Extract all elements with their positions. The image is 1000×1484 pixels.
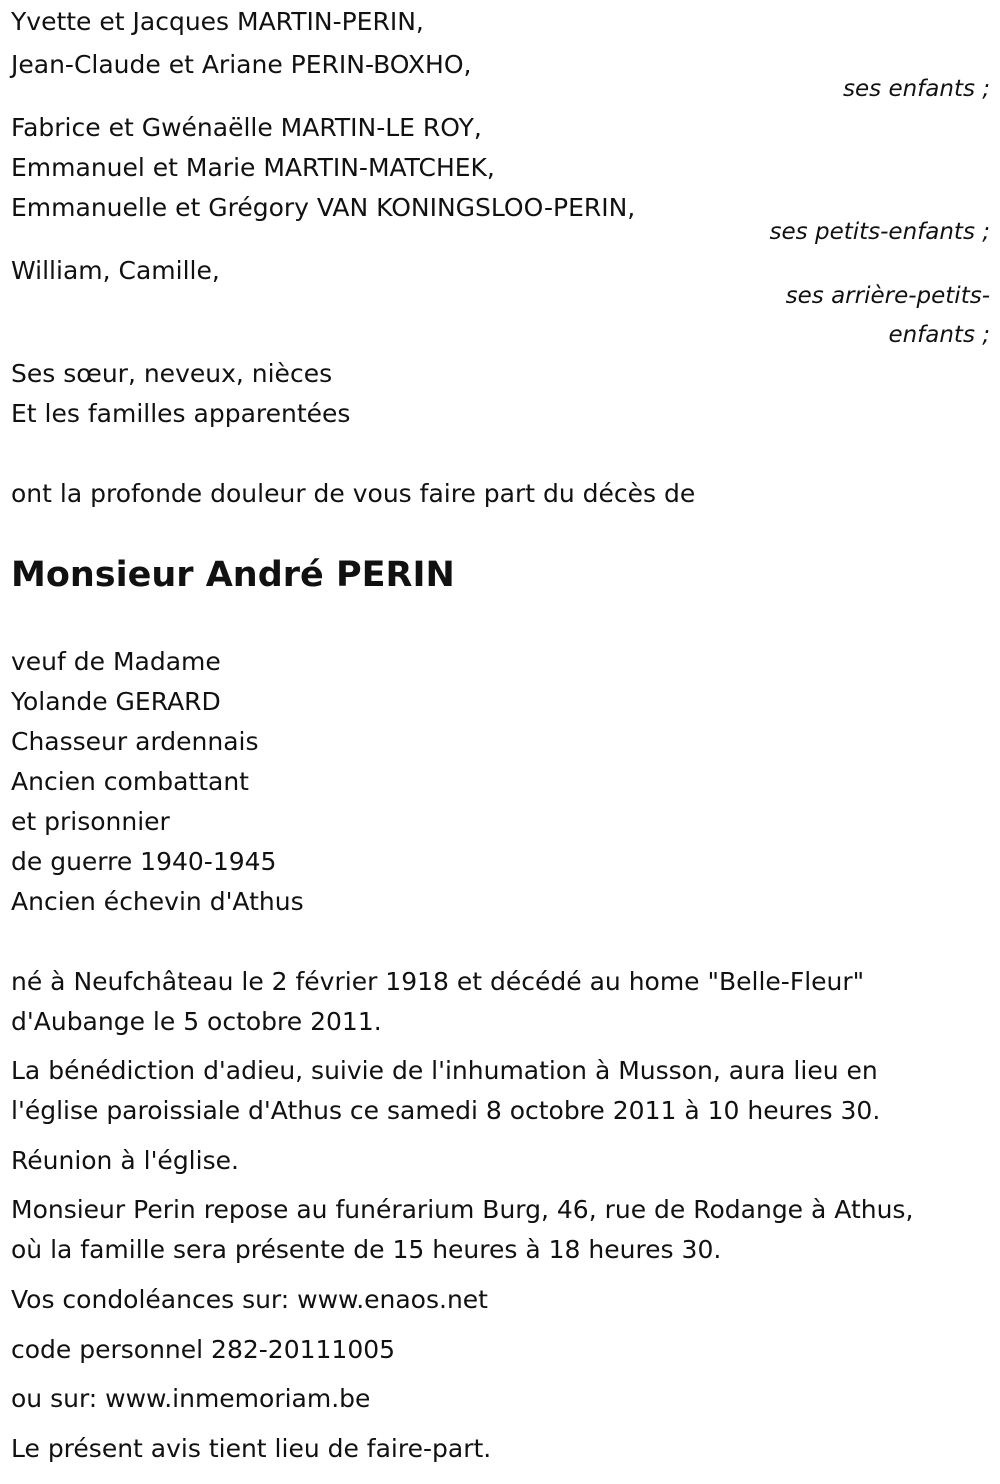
details-line: Réunion à l'église. [11,1146,239,1175]
bio-line: et prisonnier [11,807,170,836]
children-label: ses enfants ; [843,76,990,102]
bio-line: Chasseur ardennais [11,727,259,756]
bio-line: Ancien combattant [11,767,249,796]
details-line: d'Aubange le 5 octobre 2011. [11,1007,382,1036]
grandchildren-line: Fabrice et Gwénaëlle MARTIN-LE ROY, [11,113,482,142]
details-line: où la famille sera présente de 15 heures à 18 heures 30. [11,1235,722,1264]
grandchildren-line: Emmanuelle et Grégory VAN KONINGSLOO-PERIN, [11,193,636,222]
great-grandchildren-label: enfants ; [888,322,990,348]
others-line: Et les familles apparentées [11,399,351,428]
details-line: Le présent avis tient lieu de faire-part. [11,1434,492,1463]
details-line: ou sur: www.inmemoriam.be [11,1384,371,1413]
details-line: Vos condoléances sur: www.enaos.net [11,1285,488,1314]
children-line: Yvette et Jacques MARTIN-PERIN, [11,7,424,36]
great-grandchildren-line: William, Camille, [11,256,220,285]
details-line: La bénédiction d'adieu, suivie de l'inhumation à Musson, aura lieu en [11,1056,878,1085]
grandchildren-line: Emmanuel et Marie MARTIN-MATCHEK, [11,153,495,182]
grandchildren-label: ses petits-enfants ; [769,219,990,245]
children-line: Jean-Claude et Ariane PERIN-BOXHO, [11,50,472,79]
deceased-name: Monsieur André PERIN [11,555,455,595]
details-line: né à Neufchâteau le 2 février 1918 et décédé au home "Belle-Fleur" [11,967,865,996]
details-line: l'église paroissiale d'Athus ce samedi 8 octobre 2011 à 10 heures 30. [11,1096,881,1125]
great-grandchildren-label: ses arrière-petits- [785,283,990,309]
details-line: code personnel 282-20111005 [11,1335,396,1364]
others-line: Ses sœur, neveux, nièces [11,359,333,388]
bio-line: Ancien échevin d'Athus [11,887,304,916]
bio-line: de guerre 1940-1945 [11,847,277,876]
details-line: Monsieur Perin repose au funérarium Burg, 46, rue de Rodange à Athus, [11,1195,914,1224]
bio-line: Yolande GERARD [11,687,221,716]
announcement: ont la profonde douleur de vous faire part du décès de [11,479,696,508]
bio-line: veuf de Madame [11,647,221,676]
